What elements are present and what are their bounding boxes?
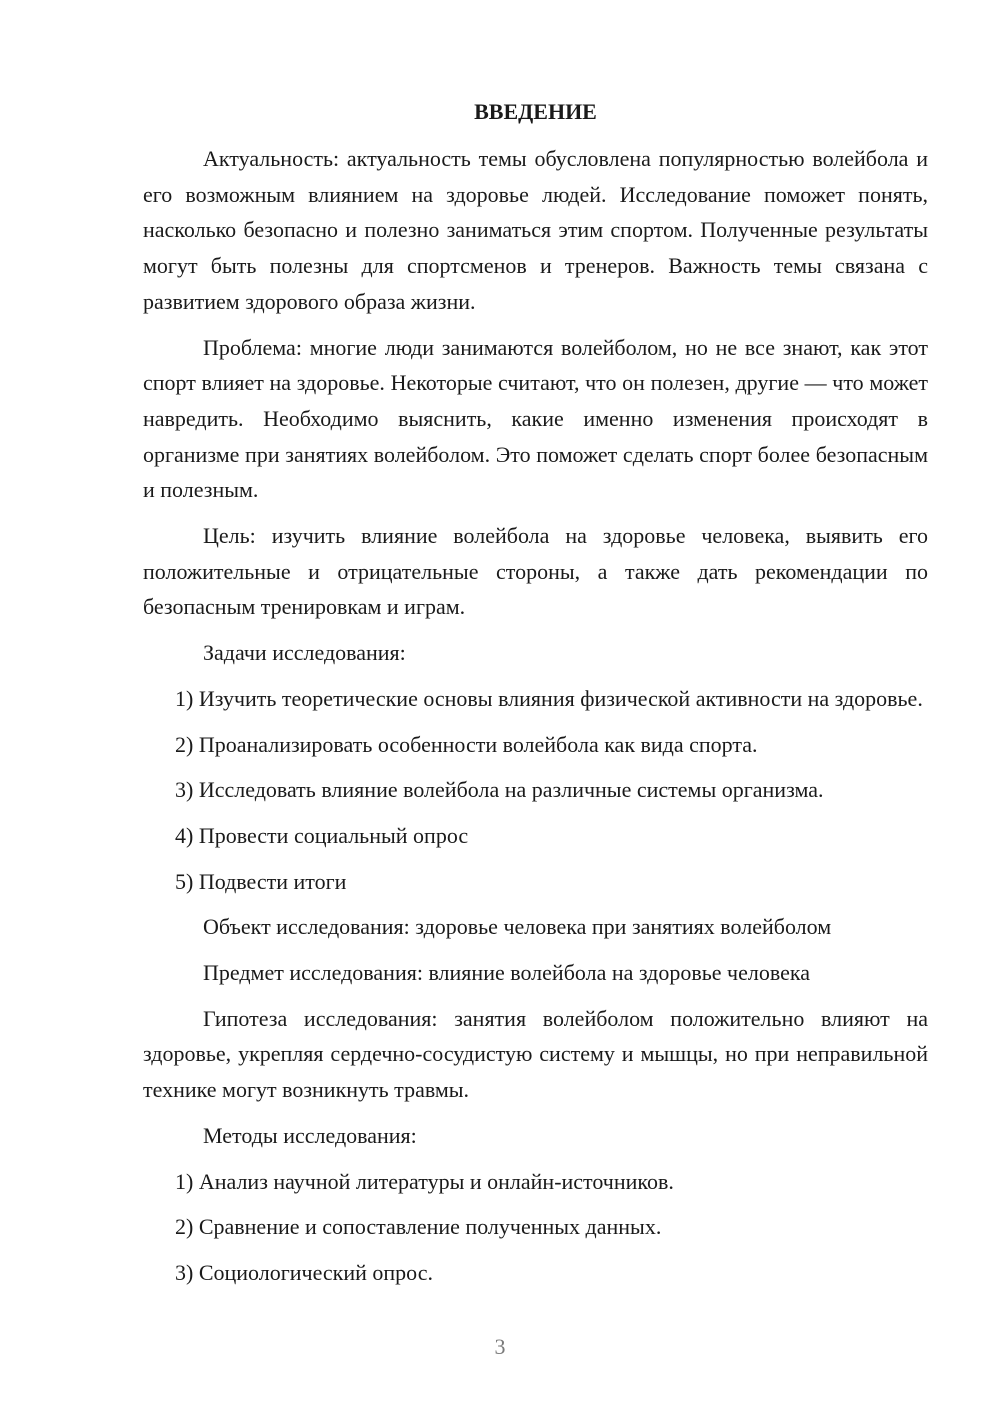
task-item-3: 3) Исследовать влияние волейбола на различные системы организма. <box>175 777 824 803</box>
task-item-5: 5) Подвести итоги <box>175 868 347 894</box>
method-item-3: 3) Социологический опрос. <box>175 1259 433 1285</box>
task-item-4: 4) Провести социальный опрос <box>175 822 469 848</box>
problem-paragraph: Проблема: многие люди занимаются волейболом, но не все знают, как этот спорт влияет на здоровье. Некоторые считают, что он полезен, другие — что может навредить. Необходимо выяснить, какие именно изменения происходят в организме при занятиях волейболом. Это поможет сделать спорт более безопасным и полезным. <box>143 334 928 503</box>
research-object: Объект исследования: здоровье человека при занятиях волейболом <box>203 914 832 940</box>
goal-paragraph: Цель: изучить влияние волейбола на здоровье человека, выявить его положительные и отрицательные стороны, а также дать рекомендации по безопасным тренировкам и играм. <box>143 523 928 620</box>
hypothesis-paragraph: Гипотеза исследования: занятия волейболом положительно влияют на здоровье, укрепляя сердечно-сосудистую систему и мышцы, но при неправильной технике могут возникнуть травмы. <box>143 1005 928 1103</box>
methods-heading: Методы исследования: <box>203 1122 417 1148</box>
method-item-2: 2) Сравнение и сопоставление полученных данных. <box>175 1214 662 1240</box>
task-item-2: 2) Проанализировать особенности волейбола как вида спорта. <box>175 731 758 757</box>
section-title: ВВЕДЕНИЕ <box>474 99 597 124</box>
research-subject: Предмет исследования: влияние волейбола на здоровье человека <box>203 960 810 986</box>
method-item-1: 1) Анализ научной литературы и онлайн-источников. <box>175 1168 674 1194</box>
relevance-paragraph: Актуальность: актуальность темы обусловлена популярностью волейбола и его возможным влиянием на здоровье людей. Исследование поможет понять, насколько безопасно и полезно заниматься этим спортом. Полученные результаты могут быть полезны для спортсменов и тренеров. Важность темы связана с развитием здорового образа жизни. <box>143 146 928 314</box>
task-item-1: 1) Изучить теоретические основы влияния физической активности на здоровье. <box>175 685 923 711</box>
page-number: 3 <box>494 1334 506 1359</box>
page-content <box>143 94 928 1301</box>
tasks-heading: Задачи исследования: <box>203 640 406 666</box>
